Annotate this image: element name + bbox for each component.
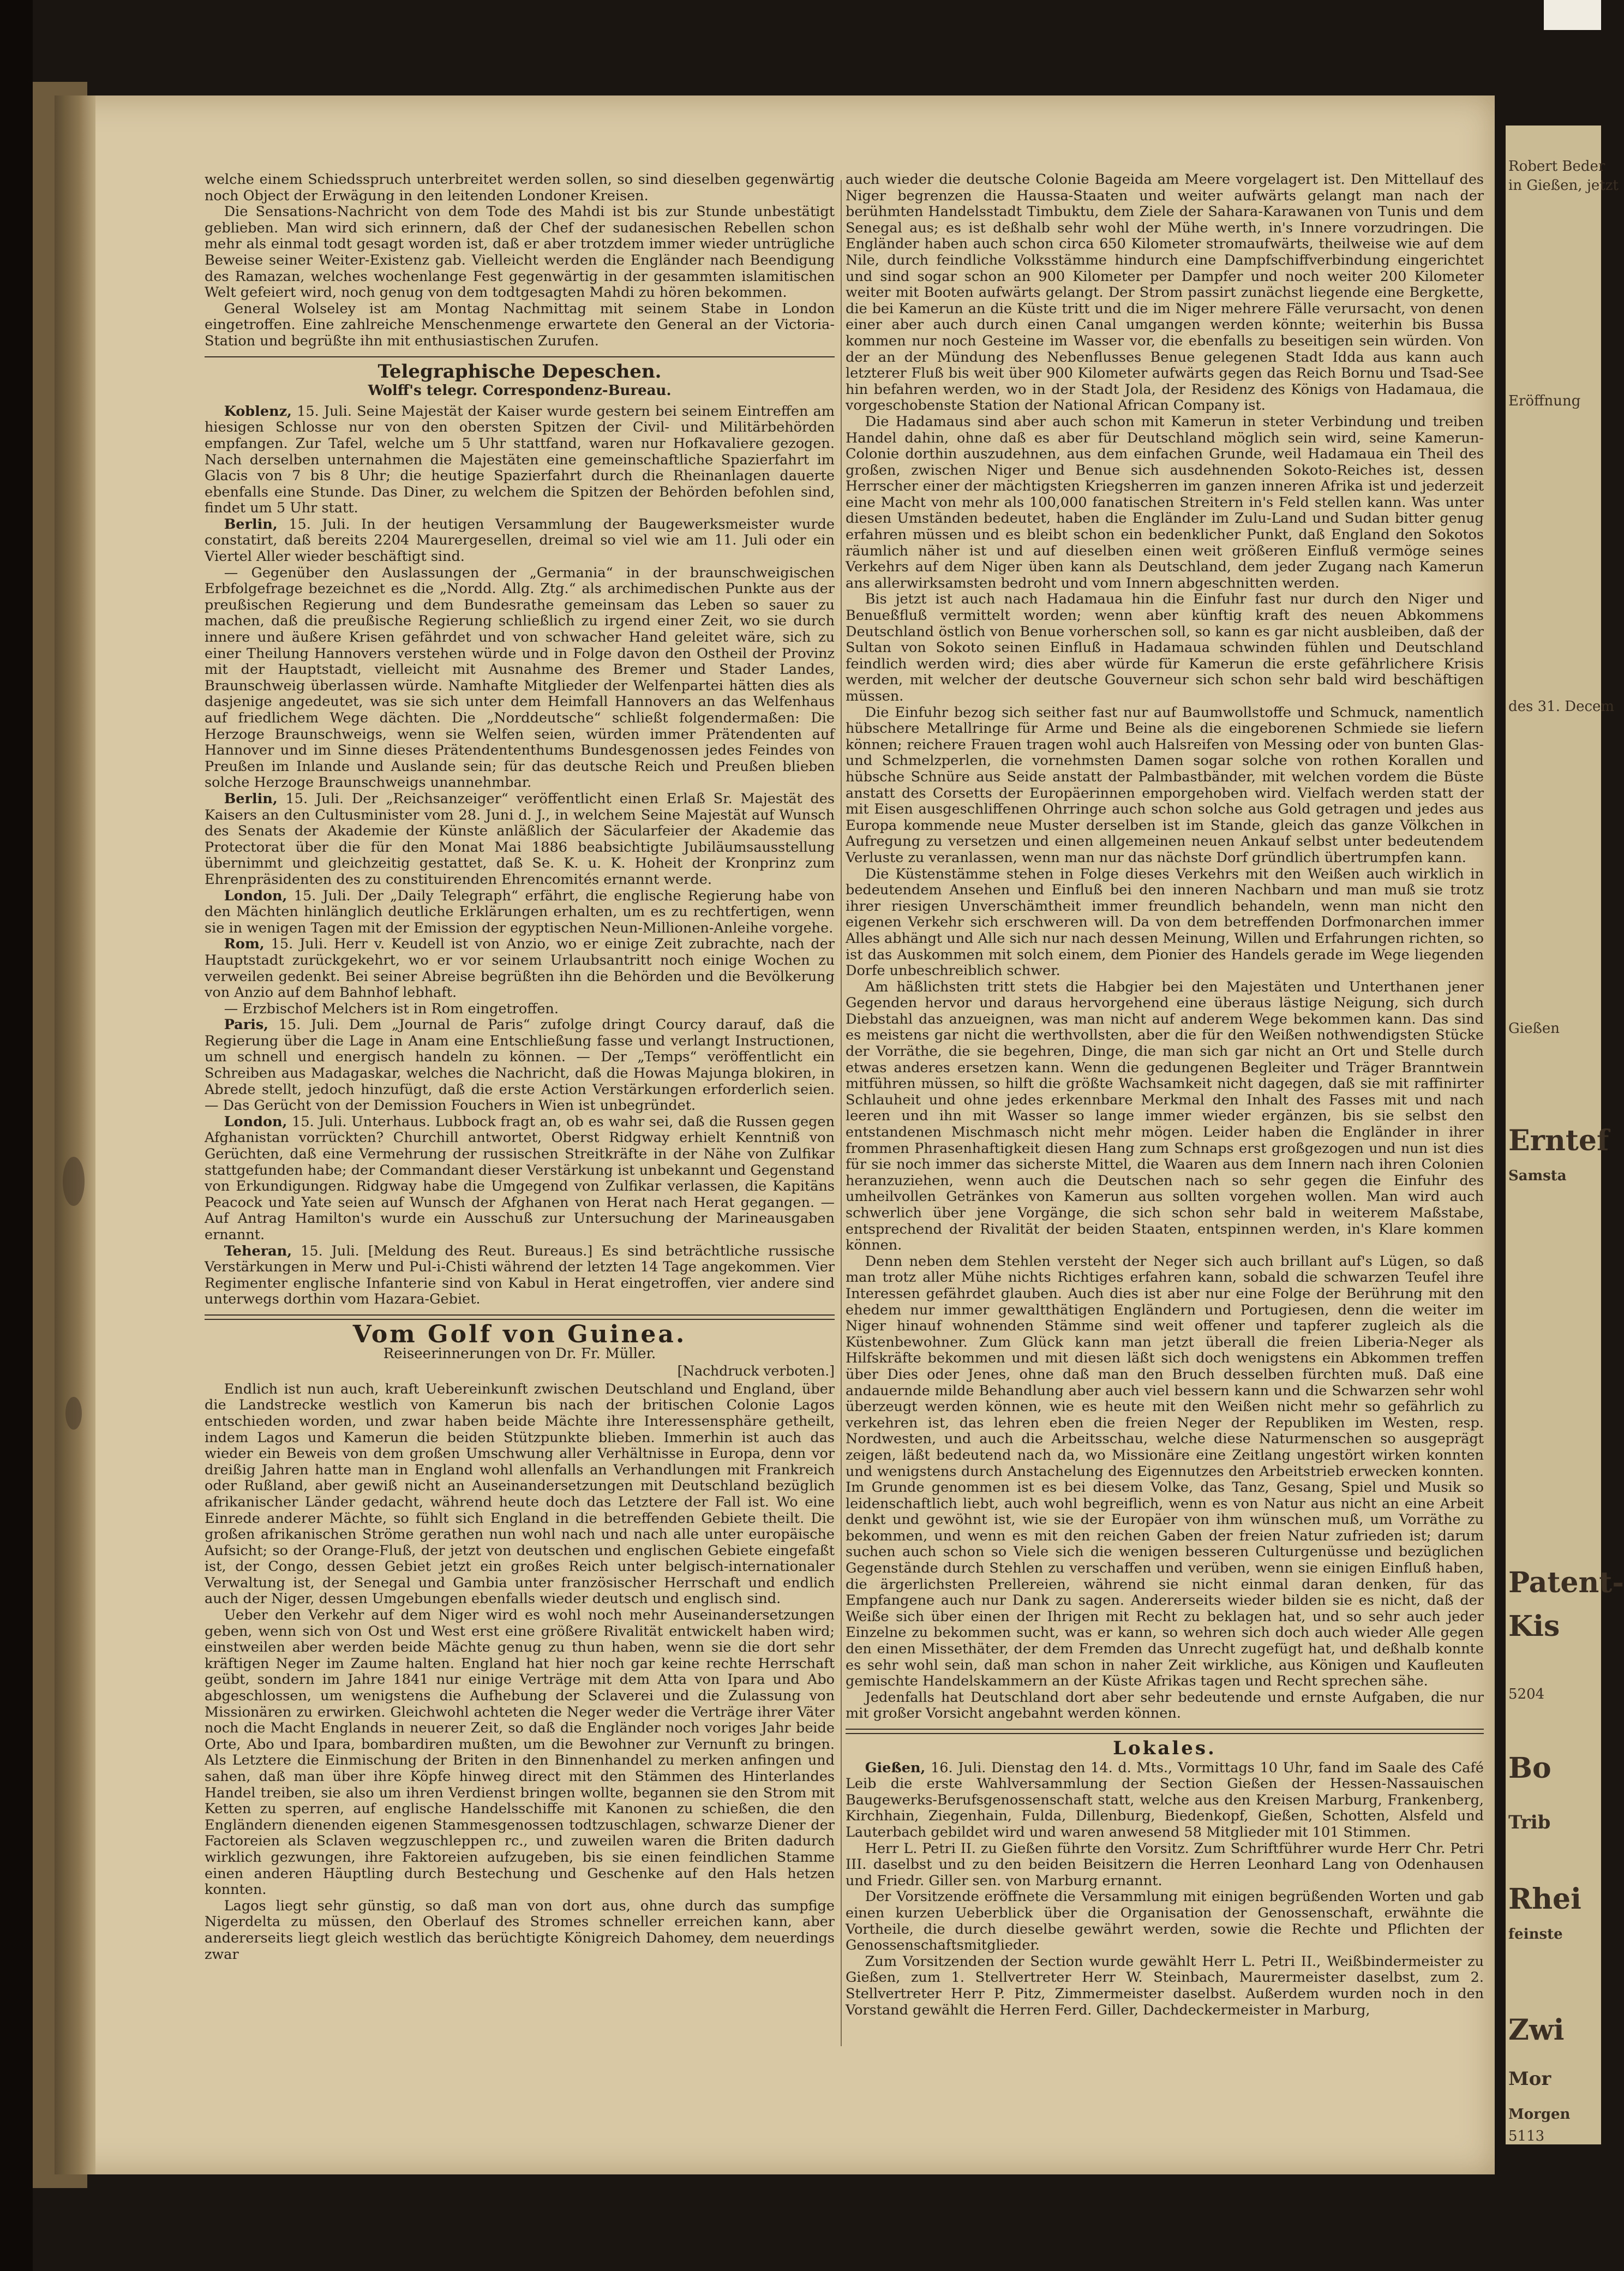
fragment-text: Trib [1508,1812,1551,1833]
paragraph: Die Einfuhr bezog sich seither fast nur auf Baumwollstoffe und Schmuck, namentlich hübschere Metallringe für Arme und Beine als die eingeborenen Schmiede sie liefern können; reichere Frauen tragen wohl auch Halsreifen von Messing oder von bunten Glas- und Schmelzperlen, die vornehmsten Damen sogar solche von rothen Korallen und hübsche Schnüre aus Seide anstatt der Palmbastbänder, mit welchen vordem die Büste anstatt des Corsetts der Europäerinnen emporgehoben wird. Vielfach werden statt der mit Eisen ausgeschliffenen Ohrringe auch schon solche aus Gold getragen und jedes aus Europa kommende neue Muster derselben ist im Stande, gleich das ganze Völkchen in Aufregung zu versetzen und einen allgemeinen neuen Ankauf selbst unter bedeutendem Verluste zu veranlassen, wenn man nur das nächste Dorf gründlich übertrumpfen kann. [846,704,1484,866]
news-text: 15. Juli. [Meldung des Reut. Bureaus.] Es sind beträchtliche russische Verstärkungen in Merw und Pul-i-Chisti während der letzten 14 Tage angekommen. Vier Regimenter englische Infanterie sind von Kabul in Herat eingetroffen, vier andere sind unterwegs dorthin vom Hazara-Gebiet. [205,1242,835,1308]
fragment-text: Robert Beder [1508,158,1605,175]
reprint-note: [Nachdruck verboten.] [677,1363,835,1379]
news-item [205,1114,835,1244]
section-heading: Lokales. [1113,1737,1216,1759]
feuilleton-heading: Vom Golf von Guinea. [352,1320,687,1348]
paragraph: Am häßlichsten tritt stets die Habgier bei den Majestäten und Unterthanen jener Gegenden hervor und daraus hervorgehend eine überaus lästige Neigung, sich durch Diebstahl das anzueignen, was man nicht auf anderem Wege bekommen kann. Das sind es meistens gar nicht die werthvollsten, aber die für den Weißen nothwendigsten Stücke der Vorräthe, die sie begehren, Dinge, die man sich gar nicht an Ort und Stelle durch etwas anderes ersetzen kann. Wenn die gedungenen Begleiter und Träger Branntwein mitführen müssen, so hilft die größte Wachsamkeit nicht dagegen, daß sie mit raffinirter Schlauheit und ohne jedes erkennbare Merkmal den Inhalt des Fasses mit und nach leeren und ihn mit Wasser so lange immer wieder ergänzen, bis sie selbst den entstandenen Mischmasch nicht mehr mögen. Leider haben die Engländer in ihrer frommen Phrasenhaftigkeit diesen Hang zum Schnaps erst großgezogen und nun ist dies für sie noch immer das sicherste Mittel, die Waaren aus dem Innern nach ihren Colonien heranzuziehen, wenn auch die Deutschen nach so sehr gegen die Einfuhr des umheilvollen Getränkes von Kamerun aus sollten vorgehen wollen. Man wird auch schwerlich über jene Vorgänge, die sich schon sehr bald in weiterem Maßstabe, entsprechend der Rivalität der beiden Staaten, entspinnen werden, in's Klare kommen können. [846,978,1484,1254]
dateline: London, [224,1113,287,1130]
news-text: 15. Juli. Dem „Journal de Paris“ zufolge dringt Courcy darauf, daß die Regierung über die Lage in Anam eine Entschließung fasse und verlangt Instructionen, um schnell und energisch handeln zu können. — Der „Temps“ veröffentlicht ein Schreiben aus Madagaskar, welches die Nachricht, daß die Howas Majunga blokiren, in Abrede stellt, jedoch hinzufügt, daß die erste Action Verstärkungen erforderlich seien. — Das Gerücht von der Demission Fouchers in Wien ist unbegründet. [205,1017,835,1114]
fragment-text: Mor [1508,2068,1551,2090]
news-item [205,888,835,937]
news-item [205,1244,835,1308]
fragment-text: Morgen [1508,2106,1571,2123]
fragment-text: Rhei [1508,1882,1581,1916]
dateline: Gießen, [865,1759,926,1776]
paragraph: Die Hadamaus sind aber auch schon mit Kamerun in steter Verbindung und treiben Handel dahin, ohne daß es aber für Deutschland möglich sein wird, seine Kamerun-Colonie dorthin auszudehnen, aus dem einfachen Grunde, weil Hadamaua ein Theil des großen, zwischen Niger und Benue sich ausdehnenden Sokoto-Reiches ist, dessen Herrscher einer der mächtigsten Kriegsherren im ganzen inneren Afrika ist und jederzeit eine Macht von mehr als 100,000 fanatischen Streitern in's Feld stellen kann. Was unter diesen Umständen bedeutet, haben die Engländer im Zulu-Land und Sudan bitter genug erfahren müssen und es bleibt schon ein bedenklicher Punkt, daß England den Sokotos räumlich näher ist und auf dieselben einen weit größeren Einfluß vermöge seines Verkehrs auf dem Niger üben kann als Deutschland, dem jeder Zugang nach Kamerun ans allerwirksamsten bedroht und vom Innern abgeschnitten werden. [846,413,1484,591]
fragment-text: Erntef [1508,1124,1609,1157]
dateline: Paris, [224,1017,269,1033]
fragment-text: Bo [1508,1752,1551,1785]
paragraph: welche einem Schiedsspruch unterbreitet werden sollen, so sind dieselben gegenwärtig noch Object der Erwägung in den leitenden Londoner Kreisen. [205,171,835,204]
fragment-text: Samsta [1508,1168,1567,1184]
paragraph: Die Küstenstämme stehen in Folge dieses Verkehrs mit den Weißen auch wirklich in bedeutendem Ansehen und Einfluß bei den inneren Nachbarn und man muß sie trotz ihrer riesigen Unverschämtheit immer freundlich behandeln, wenn man nicht den eigenen Verkehr sich erschweren will. Da von dem betreffenden Dorfmonarchen immer Alles abhängt und Alle sich nur nach dessen Meinung, Willen und Erfahrungen richten, so ist das Auskommen mit solch einem, dem Pionier des Handels gerade im Wege liegenden Dorfe unbeschreiblich schwer. [846,865,1484,979]
paragraph: Endlich ist nun auch, kraft Uebereinkunft zwischen Deutschland und England, über die Landstrecke westlich von Kamerun bis nach der britischen Colonie Lagos entschieden worden, und zwar haben beide Mächte ihre Interessensphäre getheilt, indem Lagos und Kamerun die beiden Stützpunkte blieben. Immerhin ist auch das wieder ein Beweis von dem großen Umschwung aller Verhältnisse in Europa, denn vor dreißig Jahren hatte man in England wohl allenfalls an Verhandlungen mit Frankreich oder Rußland, aber gewiß nicht an Auseinandersetzungen mit Deutschland bezüglich afrikanischer Länder gedacht, während heute doch das Letztere der Fall ist. Wo eine Einrede anderer Mächte, so fühlt sich England in die betreffenden Gebiete theilt. Die großen afrikanischen Ströme gerathen nun wohl nach und nach alle unter europäische Aufsicht; so der Orange-Fluß, der jetzt von deutschen und englischen Gebiete eingefaßt ist, der Congo, dessen Gebiet jetzt ein großes Reich unter belgisch-internationaler Verwaltung ist, der Senegal und Gambia unter französischer Herrschaft und endlich auch der Niger, dessen Umgebungen ebenfalls wieder deutsch und englisch sind. [205,1380,835,1607]
paragraph: Die Sensations-Nachricht von dem Tode des Mahdi ist bis zur Stunde unbestätigt geblieben. Man wird sich erinnern, daß der Chef der sudanesischen Rebellen schon mehr als einmal todt gesagt worden ist, daß er aber trotzdem immer wieder untrügliche Beweise seiner Weiter-Existenz gab. Vielleicht werden die Engländer nach Beendigung des Ramazan, welches wochenlange Fest gegenwärtig in der gesammten islamitischen Welt gefeiert wird, noch genug von dem todtgesagten Mahdi zu hören bekommen. [205,204,835,301]
fragment-text: Kis [1508,1610,1560,1643]
news-text: 15. Juli. Der „Daily Telegraph“ erfährt, die englische Regierung habe von den Mächten hinlänglich deutliche Erklärungen erhalten, um es zu rechtfertigen, wenn sie in wenigen Tagen mit der Emission der egyptischen Neun-Millionen-Anleihe vorgehe. [205,887,835,936]
section-rule [205,356,835,357]
paper-tab [1544,0,1601,30]
left-column [205,172,835,1963]
paragraph: Ueber den Verkehr auf dem Niger wird es wohl noch mehr Auseinandersetzungen geben, wenn sich von Ost und West erst eine größere Rivalität entwickelt haben wird; einstweilen aber werden beide Mächte genug zu thun haben, wenn sie die dort sehr kräftigen Neger im Zaume halten. England hat hier noch gar keine rechte Herrschaft geübt, sondern im Jahre 1841 nur einige Verträge mit dem Atta von Ipara und Abo abgeschlossen, um wenigstens die Aufhebung der Sclaverei und die Zulassung von Missionären zu erwirken. Gleichwohl achteten die Neger weder die Verträge ihrer Väter noch die Macht Englands in neuerer Zeit, so daß die Engländer noch voriges Jahr beide Orte, Abo und Ipara, bombardiren mußten, um die Bewohner zur Vernunft zu bringen. Als Letztere die Einmischung der Briten in den Binnenhandel zu merken anfingen und sahen, daß man über ihre Köpfe hinweg direct mit den Stämmen des Hinterlandes Handel treiben, sie also um ihren Verdienst bringen wollte, begannen sie den Strom mit Ketten zu sperren, auf englische Handelsschiffe mit Kanonen zu schießen, die den Engländern dienenden eigenen Stammesgenossen todtzuschlagen, schwarze Diener der Factoreien als Sclaven wegzuschleppen rc., und zuweilen waren die Briten dadurch wirklich gezwungen, ihre Faktoreien aufzugeben, bis sie einen feindlichen Stamme einen anderen Häuptling durch Bestechung und Geschenke auf den Hals hetzen konnten. [205,1607,835,1898]
news-item [205,791,835,888]
fragment-text: feinste [1508,1926,1563,1943]
paragraph: Zum Vorsitzenden der Section wurde gewählt Herr L. Petri II., Weißbindermeister zu Gießen, zum 1. Stellvertreter Herr W. Steinbach, Maurermeister daselbst, zum 2. Stellvertreter Herr P. Pitz, Zimmermeister daselbst. Außerdem wurden noch in den Vorstand gewählt die Herren Ferd. Giller, Dachdeckermeister in Marburg, [846,1953,1484,2018]
dateline: Koblenz, [224,403,292,420]
damage-spot [65,1397,82,1430]
news-item [205,936,835,1001]
paragraph: Denn neben dem Stehlen versteht der Neger sich auch brillant auf's Lügen, so daß man trotz aller Mühe nichts Richtiges erfahren kann, sobald die schwarzen Teufel ihre Interessen gefährdet glauben. Auch dies ist aber nur eine Folge der Berührung mit den ehedem nur immer gewaltthätigen Engländern und Portugiesen, denn die weiter im Niger hinauf wohnenden Stämme sind weit offener und tapferer zugleich als die Küstenbewohner. Zum Glück kann man jetzt überall die freien Liberia-Neger als Hilfskräfte bekommen und mit diesen läßt sich doch wenigstens ein Abkommen treffen über Dies oder Jenes, ohne daß man den Bruch desselben fürchten muß. Daß eine andauernde milde Behandlung aber auch viel bessern kann und die Schwarzen sehr wohl überzeugt werden können, wie es heute mit den Weißen nicht mehr so gefährlich zu verkehren ist, das lehren eben die freien Neger der Republiken im Westen, resp. Nordwesten, und auch die Arbeitsschau, welche diese Naturmenschen so ausgeprägt zeigen, läßt bedeutend nach da, wo Missionäre eine Zeitlang ungestört wirken konnten und wenigstens durch Anstachelung des Eigennutzes den Arbeitstrieb erwecken konnten. Im Grunde genommen ist es bei diesem Volke, das Tanz, Gesang, Spiel und Musik so leidenschaftlich liebt, auch wohl begreiflich, wenn es von Natur aus nicht an eine Arbeit denkt und gewöhnt ist, wie sie der Europäer von ihm wünschen muß, um Vorräthe zu bekommen, und wenn es mit den reichen Gaben der freien Natur zufrieden ist; darum suchen auch schon so Viele sich die wenigen besseren Culturgenüsse und bezüglichen Gegenstände durch Stehlen zu verschaffen und verüben, wenn sie einigen Einfluß haben, die ärgerlichsten Prellereien, während sie nicht einmal daran denken, für das Empfangene auch nur Dank zu sagen. Andererseits wieder bilden sie es nicht, daß der Weiße sich über einen der Ihrigen mit Recht zu beklagen hat, und so sehr auch jeder Einzelne zu bekommen sucht, was er kann, so wehren sich doch auch wieder Alle gegen den einen Missethäter, der dem Fremden das Unrecht zugefügt hat, und deßhalb konnte es sehr wohl sein, daß man schon in naher Zeit wirkliche, aus Königen und Kaufleuten gemischte Handelskammern an der Küste Afrikas tagen und Recht sprechen sähe. [846,1253,1484,1690]
paragraph: Jedenfalls hat Deutschland dort aber sehr bedeutende und ernste Aufgaben, die nur mit großer Vorsicht angebahnt werden können. [846,1689,1484,1722]
news-text: 16. Juli. Dienstag den 14. d. Mts., Vormittags 10 Uhr, fand im Saale des Café Leib die erste Wahlversammlung der Section Gießen der Hessen-Nassauischen Baugewerks-Berufsgenossenschaft statt, welche aus den Kreisen Marburg, Frankenberg, Kirchhain, Ziegenhain, Fulda, Dillenburg, Biedenkopf, Gießen, Schotten, Alsfeld und Lauterbach gebildet wird und waren anwesend 58 Mitglieder mit 101 Stimmen. [846,1759,1484,1840]
damage-spot [63,1157,85,1206]
page-edge-damage [55,95,95,2174]
news-item [205,1017,835,1114]
dateline: London, [224,887,287,904]
fragment-text: Gießen [1508,1020,1560,1037]
news-text: 15. Juli. Seine Majestät der Kaiser wurde gestern bei seinem Eintreffen am hiesigen Schlosse nur von den obersten Spitzen der Civil- und Militärbehörden empfangen. Zur Tafel, welche um 5 Uhr stattfand, waren nur Hofkavaliere gezogen. Nach derselben unternahmen die Majestäten eine gemeinschaftliche Spazierfahrt im Glacis von 7 bis 8 Uhr; die heutige Spazierfahrt durch die Rheinanlagen dauerte ebenfalls eine Stunde. Das Diner, zu welchem die Spitzen der Behörden befohlen sind, findet um 5 Uhr statt. [205,403,835,517]
section-rule [846,1729,1484,1734]
paragraph: Der Vorsitzende eröffnete die Versammlung mit einigen begrüßenden Worten und gab einen kurzen Ueberblick über die Organisation der Genossenschaft, erwähnte die Vortheile, die durch dieselbe gewährt werden, sowie die Rechte und Pflichten der Genossenschaftsmitglieder. [846,1888,1484,1954]
news-text: 15. Juli. Der „Reichsanzeiger“ veröffentlicht einen Erlaß Sr. Majestät des Kaisers an den Cultusminister vom 28. Juni d. J., in welchem Seine Majestät auf Wunsch des Senats der Akademie der Künste anläßlich der Säcularfeier der Akademie das Protectorat über die für den Monat Mai 1886 beabsichtigte Jubiläumsausstellung übernimmt und gleichzeitig gestattet, daß Se. K. u. K. Hoheit der Kronprinz zum Ehrenpräsidenten des zu constituirenden Ehrencomités ernannt werde. [205,790,835,888]
paragraph: Herr L. Petri II. zu Gießen führte den Vorsitz. Zum Schriftführer wurde Herr Chr. Petri III. daselbst und zu den beiden Beisitzern die Herren Leonhard Lang von Odenhausen und Friedr. Giller sen. von Marburg ernannt. [846,1840,1484,1889]
section-subheading: Wolff's telegr. Correspondenz-Bureau. [368,383,672,399]
paragraph: auch wieder die deutsche Colonie Bageida am Meere vorgelagert ist. Den Mittellauf des Niger begrenzen die Haussa-Staaten und weiter aufwärts gelangt man nach der berühmten Handelsstadt Timbuktu, dem Ziele der Sahara-Karawanen von Tunis und dem Senegal aus; es ist deßhalb sehr wohl der Mühe werth, in's Innere vorzudringen. Die Engländer haben auch schon circa 650 Kilometer stromaufwärts, theilweise wie auf dem Nile, durch feindliche Volksstämme hindurch eine Dampfschiffverbindung eingerichtet und sind sogar schon an 900 Kilometer per Dampfer und noch weiter 200 Kilometer weiter mit Booten aufwärts gelangt. Der Strom passirt zunächst liegende eine Bergkette, die bei Kamerun an die Küste tritt und die im Niger mehrere Fälle verursacht, von denen einer aber auch durch einen Canal umgangen werden könnte; weiterhin bis Bussa kommen nur noch Gesteine im Wasser vor, die ebenfalls zu beseitigen sein würden. Von der an der Mündung des Nebenflusses Benue gelegenen Stadt Idda aus kann auch letzterer Fluß bis weit über 900 Kilometer aufwärts gegen das Reich Bornu und Tsad-See hin befahren werden, wo in der Stadt Jola, der Residenz des Königs von Hadamaua, die vorgeschobenste Station der National African Company ist. [846,171,1484,414]
news-item [205,404,835,517]
book-binding [0,0,33,2271]
news-text: 15. Juli. Unterhaus. Lubbock fragt an, ob es wahr sei, daß die Russen gegen Afghanistan vorrückten? Churchill antwortet, Oberst Ridgway erhielt Kenntniß von Gerüchten, daß eine Vermehrung der russischen Streitkräfte in der Nähe von Zulfikar stattgefunden habe; der Commandant dieser Verstärkung ist unbekannt und Gegenstand von Erkundigungen. Ridgway habe die Umgegend von Zulfikar verlassen, die Kapitäns Peacock und Yate seien auf Wunsch der Afghanen von Herat nach Herat gegangen. — Auf Antrag Hamilton's wurde ein Ausschuß zur Untersuchung der Marineausgaben ernannt. [205,1113,835,1243]
paragraph: — Gegenüber den Auslassungen der „Germania“ in der braunschweigischen Erbfolgefrage bezeichnet es die „Nordd. Allg. Ztg.“ als archimedischen Punkte aus der preußischen Regierung und dem Bundesrathe gemeinsam das Leben so sauer zu machen, daß die preußische Regierung schließlich zu irgend einer Zeit, wo sie durch innere und äußere Krisen gefährdet und von schwacher Hand geleitet wäre, sich zu einer Theilung Hannovers verstehen würde und in Folge davon den Ostheil der Provinz mit der Hauptstadt, vielleicht mit Ausnahme des Bremer und Stader Landes, Braunschweig überlassen würde. Namhafte Mitglieder der Welfenpartei hätten dies als dasjenige angedeutet, was sie sich unter dem Heimfall Hannovers an das Welfenhaus auf friedlichem Wege dächten. Die „Norddeutsche“ schließt folgendermaßen: Die Herzoge Braunschweigs, wenn sie Welfen seien, würden immer Prätendenten auf Hannover und im Sinne dieses Prätendententhums Bundesgenossen jedes Feindes von Preußen im Inlande und Auslande sein; für das deutsche Reich und Preußen blieben solche Herzoge Braunschweigs unannehmbar. [205,564,835,791]
section-rule [205,1314,835,1320]
news-item [205,517,835,565]
fragment-text: Zwi [1508,2013,1565,2047]
dateline: Berlin, [224,516,278,533]
right-column [846,172,1484,2018]
dateline: Rom, [224,936,265,953]
dateline: Berlin, [224,790,278,807]
paragraph: Lagos liegt sehr günstig, so daß man von dort aus, ohne durch das sumpfige Nigerdelta zu müssen, den Oberlauf des Stromes schneller erreichen kann, aber andererseits liegt gleich westlich das berüchtigte Königreich Dahomey, dem neuerdings zwar [205,1897,835,1963]
paragraph: General Wolseley ist am Montag Nachmittag mit seinem Stabe in London eingetroffen. Eine zahlreiche Menschenmenge erwartete den General an der Victoria-Station und begrüßte ihn mit enthusiastischen Zurufen. [205,300,835,349]
fragment-text: 5204 [1508,1686,1545,1702]
fragment-text: Patent- [1508,1566,1624,1599]
fragment-text: Eröffnung [1508,393,1581,409]
paragraph: Bis jetzt ist auch nach Hadamaua hin die Einfuhr fast nur durch den Niger und Benueßfluß vermittelt worden; wenn aber künftig kraft des neuen Abkommens Deutschland östlich von Benue vorherschen soll, so kann es gar nicht ausbleiben, daß der Sultan von Sokoto seinen Einfluß in Hadamaua schwinden fühlen und Deutschland feindlich werden wird; dies aber würde für Kamerun die erste gefährlichere Krisis werden, mit welcher der deutsche Gouverneur sich schon sehr bald wird beschäftigen müssen. [846,591,1484,704]
section-heading: Telegraphische Depeschen. [377,360,662,383]
news-text: 15. Juli. In der heutigen Versammlung der Baugewerksmeister wurde constatirt, daß bereits 2204 Maurergesellen, dreimal so viel wie am 11. Juli oder ein Viertel Aller wieder beschäftigt sind. [205,516,835,565]
fragment-text: des 31. Decem [1508,698,1615,715]
byline: Reiseerinnerungen von Dr. Fr. Müller. [383,1345,656,1362]
paragraph: — Erzbischof Melchers ist in Rom eingetroffen. [224,1000,559,1017]
news-item [846,1760,1484,1841]
fragment-text: in Gießen, jetzt [1508,177,1619,194]
dateline: Teheran, [224,1242,292,1259]
column-divider [841,180,842,2046]
fragment-text: 5113 [1508,2128,1545,2144]
adjacent-page-fragment [1506,125,1624,2144]
news-text: 15. Juli. Herr v. Keudell ist von Anzio, wo er einige Zeit zubrachte, nach der Hauptstadt zurückgekehrt, wo er vor seinem Urlaubsantritt noch einige Wochen zu verweilen gedenkt. Bei seiner Abreise begrüßten ihn die Behörden und die Bevölkerung von Anzio auf dem Bahnhof lebhaft. [205,936,835,1001]
